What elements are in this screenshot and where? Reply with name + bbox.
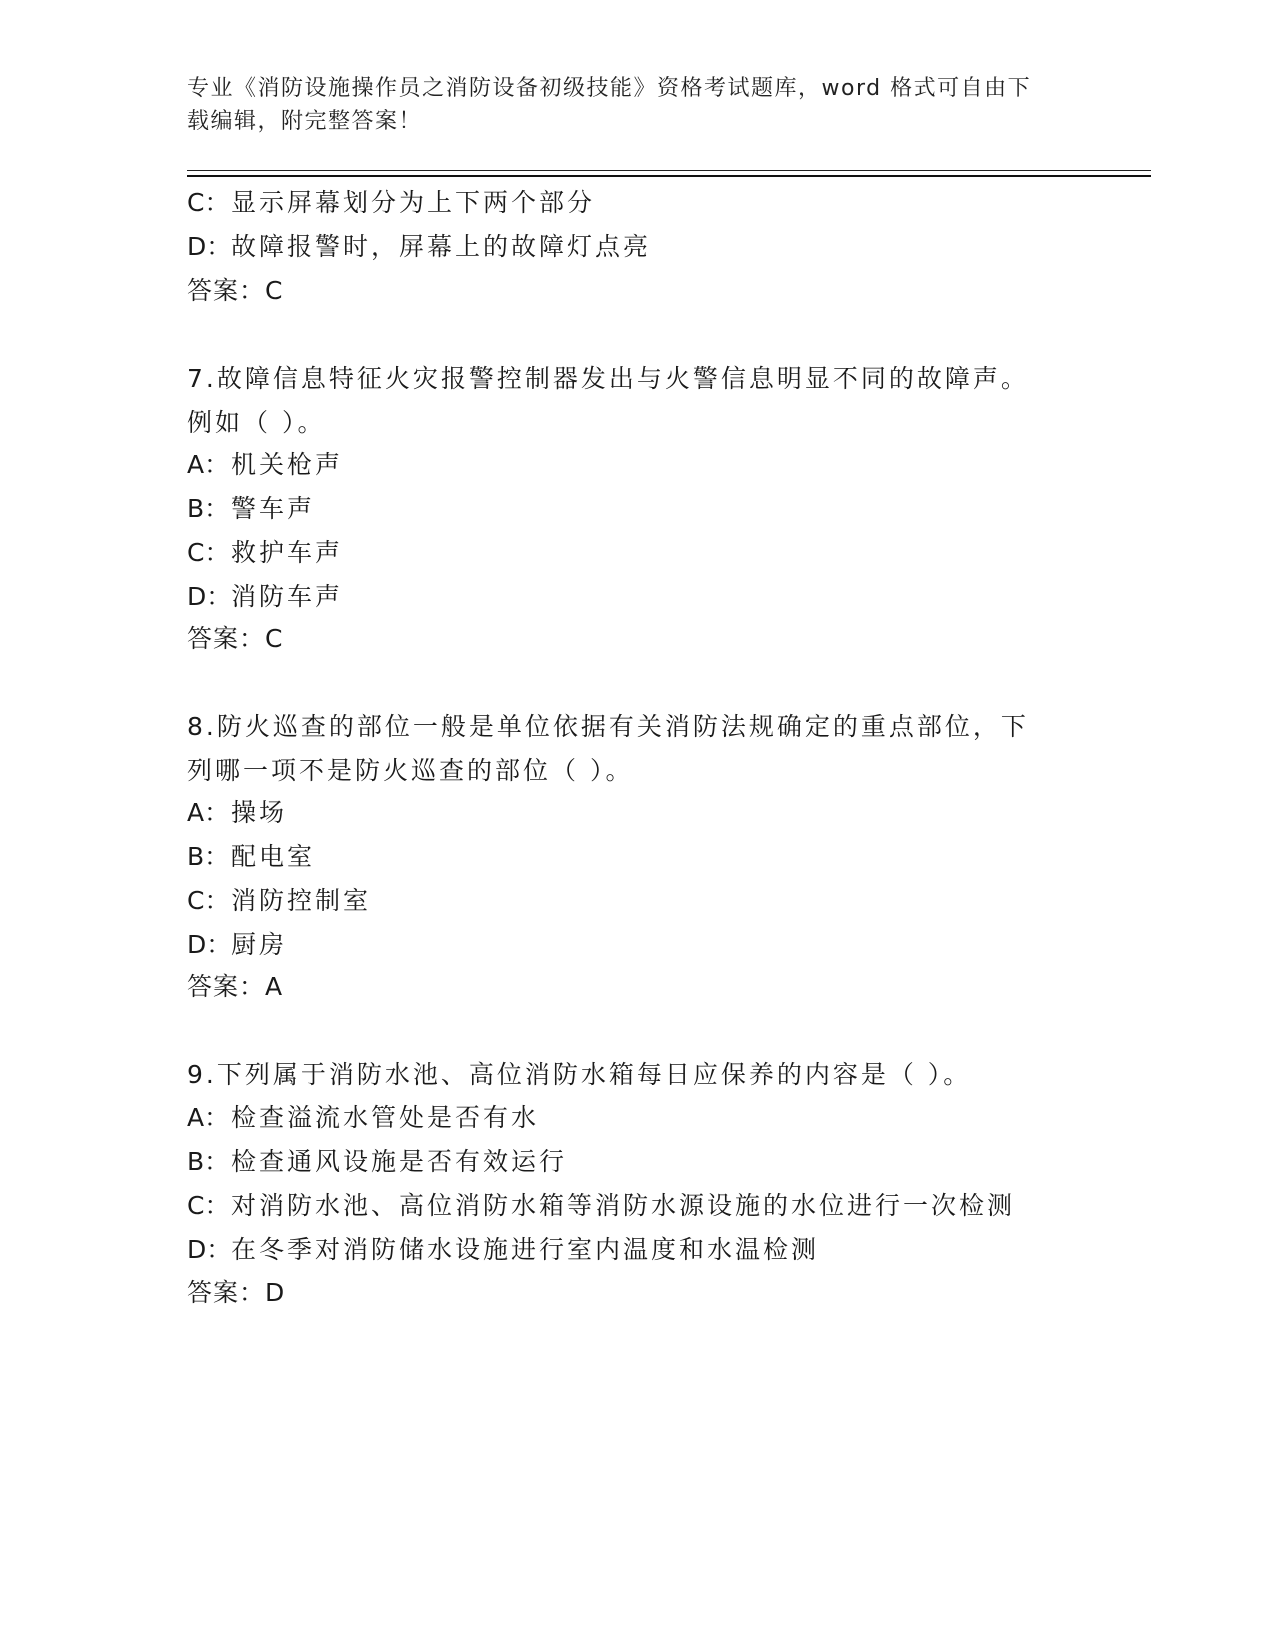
option-key: A： <box>187 798 230 827</box>
option-text: 机关枪声 <box>231 450 344 479</box>
question-stem-line-2: 例如（ ）。 <box>187 408 326 437</box>
question-stem-line-1: 9.下列属于消防水池、高位消防水箱每日应保养的内容是（ ）。 <box>187 1060 972 1089</box>
option-text: 检查通风设施是否有效运行 <box>231 1147 568 1176</box>
option-text: 消防车声 <box>231 582 344 611</box>
option-c <box>187 536 343 570</box>
option-d <box>187 580 343 614</box>
option-text: 对消防水池、高位消防水箱等消防水源设施的水位进行一次检测 <box>231 1191 1016 1220</box>
option-key: C： <box>187 188 230 217</box>
question-stem-line-1: 7.故障信息特征火灾报警控制器发出与火警信息明显不同的故障声。 <box>187 364 1029 393</box>
option-a <box>187 448 343 482</box>
option-c <box>187 1189 1015 1223</box>
option-d <box>187 928 287 962</box>
option-b <box>187 1145 567 1179</box>
answer-line <box>187 970 282 1004</box>
option-key: C： <box>187 1191 230 1220</box>
answer-label: 答案： <box>187 972 266 1001</box>
option-b <box>187 840 315 874</box>
header-line-2: 载编辑，附完整答案！ <box>187 109 423 134</box>
answer-value: A <box>265 972 283 1001</box>
option-key: D： <box>187 582 232 611</box>
option-key: D： <box>187 232 232 261</box>
header-divider-thin <box>187 170 1151 171</box>
option-key: B： <box>187 494 230 523</box>
option-key: C： <box>187 538 230 567</box>
answer-label: 答案： <box>187 1278 266 1307</box>
option-key: A： <box>187 450 230 479</box>
option-key: D： <box>187 930 232 959</box>
option-a <box>187 1101 539 1135</box>
option-a <box>187 796 287 830</box>
question-stem-line-2: 列哪一项不是防火巡查的部位（ ）。 <box>187 756 634 785</box>
option-text: 检查溢流水管处是否有水 <box>231 1103 540 1132</box>
option-c <box>187 186 595 220</box>
option-text: 显示屏幕划分为上下两个部分 <box>231 188 596 217</box>
option-text: 在冬季对消防储水设施进行室内温度和水温检测 <box>231 1235 820 1264</box>
option-c <box>187 884 371 918</box>
answer-label: 答案： <box>187 624 266 653</box>
option-key: C： <box>187 886 230 915</box>
option-text: 厨房 <box>231 930 288 959</box>
option-d <box>187 230 651 264</box>
option-key: B： <box>187 1147 230 1176</box>
answer-line <box>187 274 282 308</box>
header-line-1: 专业《消防设施操作员之消防设备初级技能》资格考试题库，word 格式可自由下 <box>187 76 1032 101</box>
option-d <box>187 1233 819 1267</box>
option-key: B： <box>187 842 230 871</box>
answer-line <box>187 1276 284 1310</box>
option-key: A： <box>187 1103 230 1132</box>
document-header <box>187 72 1067 138</box>
option-text: 操场 <box>231 798 288 827</box>
answer-line <box>187 622 282 656</box>
answer-label: 答案： <box>187 276 266 305</box>
header-divider-thick <box>187 175 1151 177</box>
answer-value: C <box>265 624 283 653</box>
option-text: 故障报警时，屏幕上的故障灯点亮 <box>231 232 652 261</box>
answer-value: C <box>265 276 283 305</box>
answer-value: D <box>265 1278 285 1307</box>
option-text: 配电室 <box>231 842 316 871</box>
option-key: D： <box>187 1235 232 1264</box>
option-text: 警车声 <box>231 494 316 523</box>
question-stem-line-1: 8.防火巡查的部位一般是单位依据有关消防法规确定的重点部位，下 <box>187 712 1029 741</box>
option-b <box>187 492 315 526</box>
option-text: 救护车声 <box>231 538 344 567</box>
option-text: 消防控制室 <box>231 886 372 915</box>
